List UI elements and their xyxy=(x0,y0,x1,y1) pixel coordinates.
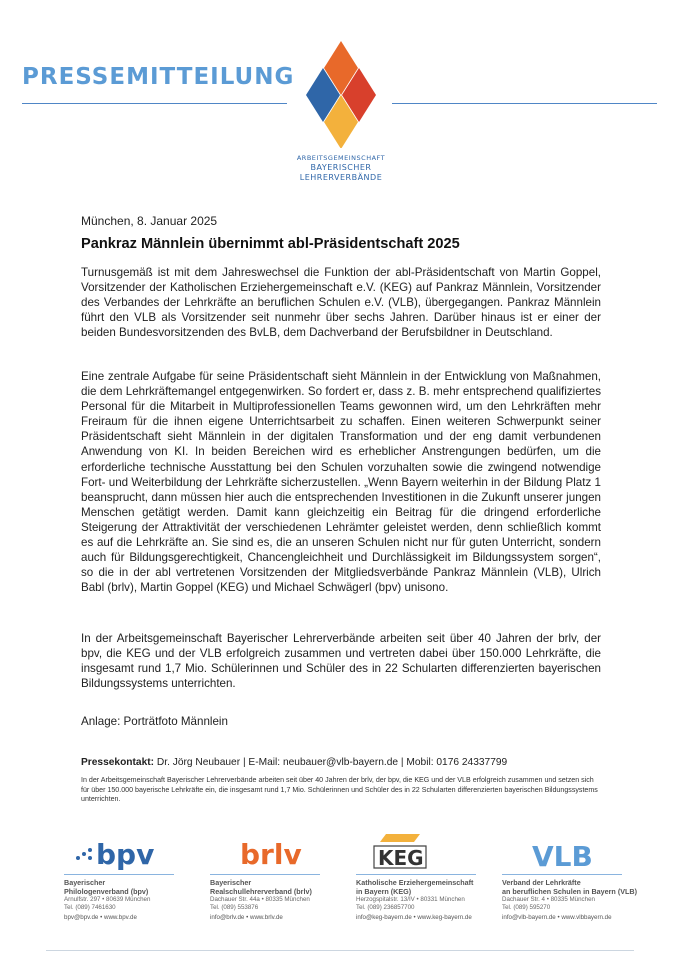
member-vlb xyxy=(502,828,642,922)
member-address: Herzogspitalstr. 13/IV • 80331 München xyxy=(356,896,465,903)
brlv-logo xyxy=(210,828,350,874)
paragraph: In der Arbeitsgemeinschaft Bayerischer Lehrerverbände arbeiten seit über 40 Jahren der brlv, der bpv, die KEG und der VLB erfolgreich zusammen und vertreten dabei über 150.000 Lehrkräfte, die insgesamt rund 1,7 Mio. Schülerinnen und Schüler des in 22 Schularten differenzierten bayerischen Bildungssystems unterrichten. xyxy=(81,632,601,691)
org-line-2: BAYERISCHER xyxy=(310,163,372,172)
member-logo-text: brlv xyxy=(240,838,302,871)
member-address: Dachauer Str. 4 • 80335 München xyxy=(502,896,595,903)
member-logo-text: bpv xyxy=(96,838,155,871)
boilerplate-text: In der Arbeitsgemeinschaft Bayerischer Lehrerverbände arbeiten seit über 40 Jahren der brlv, der bpv, die KEG und der VLB erfolgreich zusammen und setzen sich für über 150.000 bayerische Lehrkräfte ein, die insgesamt rund 1,7 Mio. Schülerinnen und Schüler des in 22 Schularten differenzierten bayerischen Bildungssystems unterrichten. xyxy=(81,776,598,804)
paragraph: Turnusgemäß ist mit dem Jahreswechsel die Funktion der abl-Präsidentschaft von Martin Goppel, Vorsitzender der Katholischen Erziehergemeinschaft e.V. (KEG) auf Pankraz Männlein, Vorsitzender des Verbandes der Lehrkräfte an beruflichen Schulen e.V. (VLB), übergegangen. Pankraz Männlein führt den VLB als Vorsitzender seit nunmehr über sechs Jahren. Darüber hinaus ist er einer der beiden Bundesvorsitzenden des BvLB, dem Dachverband der Berufsbildner in Deutschland. xyxy=(81,266,601,340)
member-phone: Tel. (089) 553876 xyxy=(210,904,259,911)
member-address: Arnulfstr. 297 • 80639 München xyxy=(64,896,151,903)
member-phone: Tel. (089) 595270 xyxy=(502,904,551,911)
attachment-note: Anlage: Porträtfoto Männlein xyxy=(81,715,228,728)
member-name: an beruflichen Schulen in Bayern (VLB) xyxy=(502,887,637,896)
paragraph: Eine zentrale Aufgabe für seine Präsidentschaft sieht Männlein in der Entwicklung von Maßnahmen, die dem Lehrkräftemangel entgegenwirken. So fordert er, dass z. B. mehr entsprechend qualifiziertes Personal für die Mitarbeit in Multiprofessionellen Teams gewonnen wird, um den Lehrkräften mehr Freiraum für die ihnen eigene Unterrichtsarbeit zu schaffen. Einen weiteren Schwerpunkt seiner Präsidentschaft sieht Männlein in der digitalen Transformation und der eng damit verbundenen Anwendung von KI. In beiden Bereichen wird es erheblicher Anstrengungen bedürfen, um die erforderliche technische Ausstattung bei den Schulen vorzuhalten sowie die zwingend notwendige Fort- und Weiterbildung der Lehrkräfte sicherzustellen. „Wenn Bayern weiterhin in der Bildung Platz 1 beansprucht, dann müssen hier auch die entsprechenden Investitionen in die Zukunft unserer jungen Menschen getätigt werden. Damit kann gleichzeitig ein Beitrag für die dringend erforderliche Steigerung der Attraktivität der verschiedenen Lehrämter geleistet werden, denn schließlich kommt es auf die Lehrkräfte an. Sie sind es, die an unseren Schulen nicht nur für guten Unterricht, sondern auch für Bildungsgerechtigkeit, Chancengleichheit und Durchlässigkeit im Bildungssystem sorgen“, so die in der abl vertretenen Vorsitzenden der Mitgliedsverbände Pankraz Männlein (VLB), Ulrich Babl (brlv), Martin Goppel (KEG) und Michael Schwägerl (bpv) unisono. xyxy=(81,370,601,595)
footer-rule xyxy=(46,950,634,951)
member-web: info@vlb-bayern.de • www.vlbbayern.de xyxy=(502,914,612,921)
member-name: Bayerischer xyxy=(64,878,106,887)
vlb-logo xyxy=(502,828,642,874)
member-name: Bayerischer xyxy=(210,878,252,887)
header-rule-right xyxy=(392,103,657,104)
member-web: bpv@bpv.de • www.bpv.de xyxy=(64,914,137,921)
member-name: Philologenverband (bpv) xyxy=(64,887,149,896)
press-contact xyxy=(81,757,507,768)
header-rule-left xyxy=(22,103,287,104)
keg-logo xyxy=(356,828,496,874)
member-logo-text: KEG xyxy=(378,846,424,870)
member-brlv xyxy=(210,828,350,922)
member-name: Katholische Erziehergemeinschaft xyxy=(356,878,474,887)
press-contact-label: Pressekontakt: xyxy=(81,757,155,768)
member-keg xyxy=(356,828,496,922)
member-name: in Bayern (KEG) xyxy=(356,887,412,896)
member-web: info@keg-bayern.de • www.keg-bayern.de xyxy=(356,914,472,921)
member-name: Verband der Lehrkräfte xyxy=(502,878,581,887)
abl-logo xyxy=(301,38,381,148)
member-bpv xyxy=(64,828,204,922)
abl-wordmark xyxy=(286,153,396,183)
member-name: Realschullehrerverband (brlv) xyxy=(210,887,312,896)
member-phone: Tel. (089) 236857700 xyxy=(356,904,415,911)
member-address: Dachauer Str. 44a • 80335 München xyxy=(210,896,310,903)
document-title: PRESSEMITTEILUNG xyxy=(22,64,295,90)
org-line-3: LEHRERVERBÄNDE xyxy=(299,173,383,182)
org-line-1: ARBEITSGEMEINSCHAFT xyxy=(296,154,386,162)
member-web: info@brlv.de • www.brlv.de xyxy=(210,914,283,921)
headline: Pankraz Männlein übernimmt abl-Präsidentschaft 2025 xyxy=(81,236,460,252)
place-date: München, 8. Januar 2025 xyxy=(81,214,218,228)
member-logo-text: VLB xyxy=(532,840,593,873)
press-contact-details: Dr. Jörg Neubauer | E-Mail: neubauer@vlb-bayern.de | Mobil: 0176 24337799 xyxy=(154,757,508,768)
member-phone: Tel. (089) 7461630 xyxy=(64,904,116,911)
bpv-logo xyxy=(64,828,204,874)
